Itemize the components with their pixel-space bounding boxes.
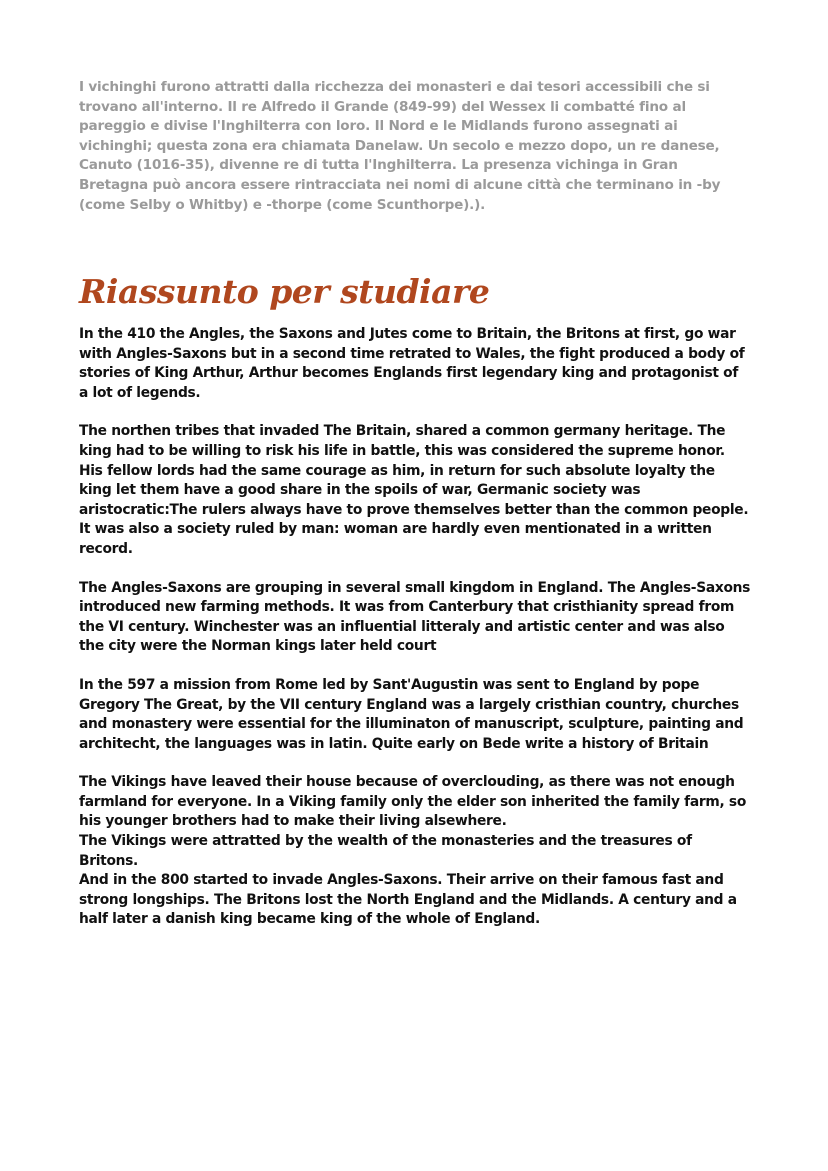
- summary-paragraph-vikings: [79, 773, 751, 930]
- summary-title: Riassunto per studiare: [79, 272, 490, 311]
- intro-paragraph: I vichinghi furono attratti dalla ricchezza dei monasteri e dai tesori accessibili che si trovano all'interno. Il re Alfredo il Grande (849-99) del Wessex li combatté fino al pareggio e divise l'Inghilterra con loro. Il Nord e le Midlands furono assegnati ai vichinghi; questa zona era chiamata Danelaw. Un secolo e mezzo dopo, un re danese, Canuto (1016-35), divenne re di tutta l'Inghilterra. La presenza vichinga in Gran Bretagna può ancora essere rintracciata nei nomi di alcune città che terminano in -by (come Selby o Whitby) e -thorpe (come Scunthorpe).).: [79, 79, 721, 213]
- summary-paragraph-3: The Angles-Saxons are grouping in several small kingdom in England. The Angles-Saxons introduced new farming methods. It was from Canterbury that cristhianity spread from the VI century. Winchester was an influential litteraly and artistic center and was also the city were the Norman kings later held court: [79, 579, 751, 655]
- vikings-line-1: The Vikings have leaved their house because of overclouding, as there was not enough farmland for everyone. In a Viking family only the elder son inherited the family farm, so his younger brothers had to make their living alsewhere.: [79, 774, 747, 830]
- summary-paragraph-4: In the 597 a mission from Rome led by Sant'Augustin was sent to England by pope Gregory The Great, by the VII century England was a largely cristhian country, churches and monastery were essential for the illuminaton of manuscript, sculpture, painting and architecht, the languages was in latin. Quite early on Bede write a history of Britain: [79, 676, 744, 752]
- vikings-line-2: The Vikings were attratted by the wealth of the monasteries and the treasures of Britons.: [79, 833, 692, 869]
- summary-paragraph-1: In the 410 the Angles, the Saxons and Jutes come to Britain, the Britons at first, go war with Angles-Saxons but in a second time retrated to Wales, the fight produced a body of stories of King Arthur, Arthur becomes Englands first legendary king and protagonist of a lot of legends.: [79, 326, 745, 401]
- summary-paragraph-2: The northen tribes that invaded The Britain, shared a common germany heritage. The king had to be willing to risk his life in battle, this was considered the supreme honor. His fellow lords had the same courage as him, in return for such absolute loyalty the king let them have a good share in the spoils of war, Germanic society was aristocratic:The rulers always have to prove themselves better than the common people. It was also a society ruled by man: woman are hardly even mentionated in a written record.: [79, 423, 749, 557]
- summary-body: [79, 325, 751, 949]
- vikings-line-3: And in the 800 started to invade Angles-Saxons. Their arrive on their famous fast and strong longships. The Britons lost the North England and the Midlands. A century and a half later a danish king became king of the whole of England.: [79, 872, 737, 928]
